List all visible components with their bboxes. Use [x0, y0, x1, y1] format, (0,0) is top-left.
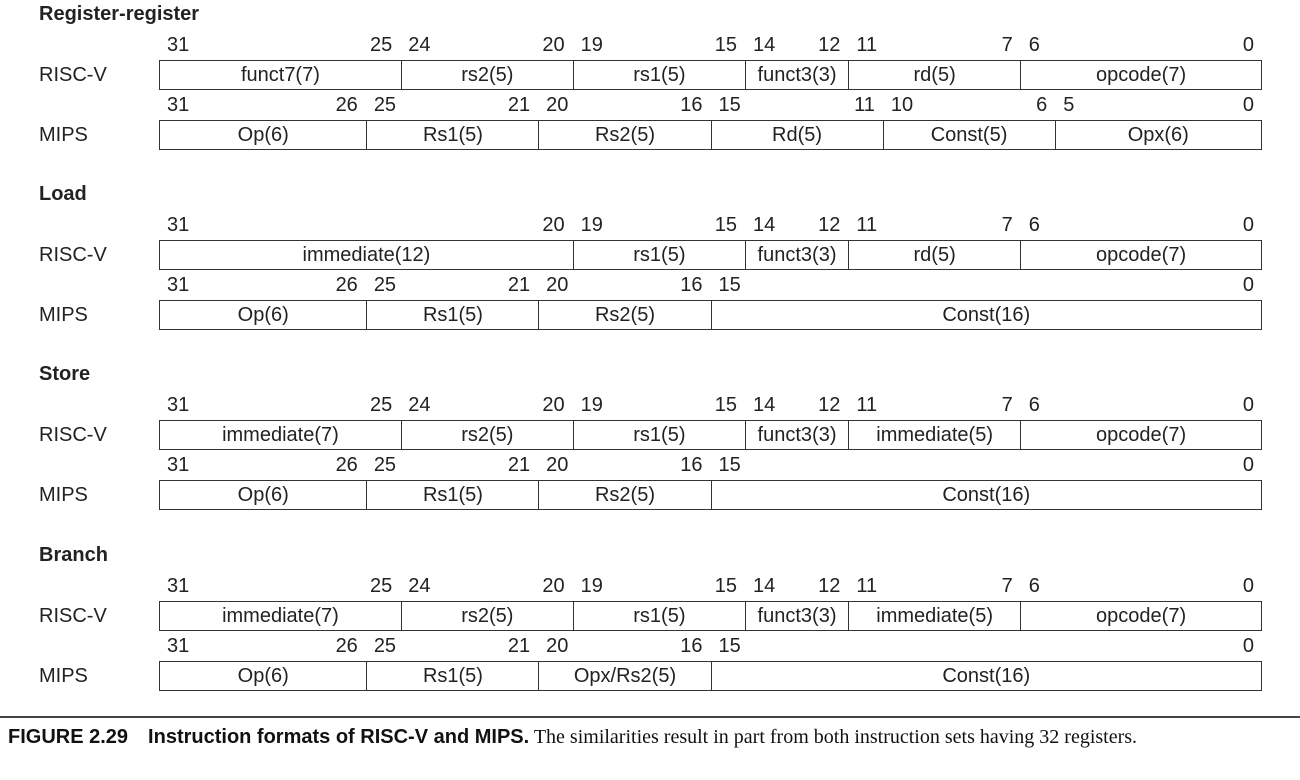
bit-number: 24 — [408, 394, 431, 416]
bit-number: 15 — [718, 454, 741, 476]
bit-number: 31 — [167, 454, 190, 476]
field-cell: Rd(5) — [711, 121, 883, 149]
bit-number: 25 — [373, 274, 397, 296]
bit-number: 0 — [1242, 214, 1254, 236]
field-cell: rs1(5) — [573, 241, 745, 269]
section-title: Register-register — [39, 3, 200, 25]
field-cell: Rs1(5) — [366, 481, 538, 509]
bit-number: 31 — [167, 214, 190, 236]
bit-number: 11 — [854, 94, 875, 116]
bit-number: 25 — [373, 94, 397, 116]
figure-title: Instruction formats of RISC-V and MIPS. — [148, 726, 530, 748]
bit-number: 31 — [167, 34, 190, 56]
bit-number: 14 — [752, 394, 776, 416]
bit-number: 6 — [1036, 94, 1048, 116]
field-cell: rs1(5) — [573, 602, 745, 630]
bit-number: 15 — [718, 274, 741, 296]
figure-caption — [8, 724, 1298, 751]
isa-label: RISC-V — [39, 424, 107, 446]
bit-numbers — [159, 94, 1262, 116]
bit-number: 0 — [1242, 94, 1254, 116]
bit-number: 0 — [1242, 34, 1254, 56]
bit-number: 21 — [507, 635, 531, 657]
isa-label: MIPS — [39, 484, 88, 506]
bit-numbers — [159, 274, 1262, 296]
instruction-format-row — [159, 661, 1262, 691]
bit-number: 11 — [856, 575, 878, 597]
field-cell: opcode(7) — [1020, 61, 1261, 89]
bit-number: 14 — [752, 214, 776, 236]
field-cell: opcode(7) — [1020, 241, 1261, 269]
section-title: Load — [39, 183, 87, 205]
bit-number: 20 — [542, 214, 565, 236]
bit-number: 16 — [680, 635, 703, 657]
field-cell: Op(6) — [237, 123, 289, 146]
section-title: Branch — [39, 544, 108, 566]
bit-number: 31 — [167, 394, 190, 416]
bit-number: 24 — [408, 575, 431, 597]
bit-number: 0 — [1242, 454, 1254, 476]
bit-number: 25 — [370, 34, 393, 56]
bit-number: 0 — [1242, 575, 1254, 597]
field-cell: Rs1(5) — [366, 301, 538, 329]
bit-number: 16 — [680, 94, 703, 116]
bit-number: 15 — [714, 34, 737, 56]
field-cell: opcode(7) — [1020, 602, 1261, 630]
bit-number: 24 — [408, 34, 431, 56]
bit-number: 31 — [167, 274, 190, 296]
instruction-format-row — [159, 300, 1262, 330]
field-cell: Rs2(5) — [538, 301, 710, 329]
bit-number: 16 — [680, 454, 703, 476]
bit-number: 0 — [1242, 394, 1254, 416]
bit-number: 20 — [542, 575, 565, 597]
field-cell: rs2(5) — [401, 61, 573, 89]
bit-number: 25 — [370, 394, 393, 416]
bit-number: 20 — [542, 394, 565, 416]
field-cell: Op(6) — [237, 664, 289, 687]
bit-number: 12 — [818, 34, 841, 56]
field-cell: rs1(5) — [573, 421, 745, 449]
bit-number: 21 — [507, 274, 531, 296]
bit-number: 21 — [507, 454, 531, 476]
field-cell: rs1(5) — [573, 61, 745, 89]
bit-numbers — [159, 214, 1262, 236]
bit-number: 10 — [890, 94, 914, 116]
bit-number: 21 — [507, 94, 531, 116]
bit-numbers — [159, 394, 1262, 416]
bit-number: 20 — [546, 94, 569, 116]
field-cell: Const(16) — [711, 481, 1262, 509]
instruction-format-row — [159, 240, 1262, 270]
isa-label: MIPS — [39, 665, 88, 687]
field-cell: rd(5) — [848, 241, 1020, 269]
bit-number: 31 — [167, 94, 190, 116]
field-cell: Const(16) — [711, 662, 1262, 690]
bit-number: 7 — [1001, 394, 1013, 416]
caption-rule — [0, 716, 1300, 718]
bit-number: 26 — [335, 274, 358, 296]
instruction-format-row — [159, 60, 1262, 90]
instruction-format-row — [159, 420, 1262, 450]
isa-label: RISC-V — [39, 605, 107, 627]
bit-number: 25 — [370, 575, 393, 597]
field-cell: Opx/Rs2(5) — [538, 662, 710, 690]
bit-number: 7 — [1001, 575, 1013, 597]
field-cell: Rs2(5) — [538, 481, 710, 509]
field-cell: Rs1(5) — [366, 662, 538, 690]
bit-number: 26 — [335, 94, 358, 116]
bit-number: 7 — [1001, 34, 1013, 56]
bit-number: 25 — [373, 635, 397, 657]
bit-number: 31 — [167, 575, 190, 597]
bit-numbers — [159, 34, 1262, 56]
field-cell: Opx(6) — [1055, 121, 1261, 149]
field-cell: rd(5) — [848, 61, 1020, 89]
bit-number: 19 — [580, 214, 603, 236]
bit-number: 15 — [714, 575, 737, 597]
bit-number: 25 — [373, 454, 397, 476]
bit-number: 20 — [542, 34, 565, 56]
bit-number: 19 — [580, 34, 603, 56]
bit-number: 7 — [1001, 214, 1013, 236]
isa-label: MIPS — [39, 124, 88, 146]
bit-number: 11 — [856, 214, 878, 236]
field-cell: immediate(5) — [848, 421, 1020, 449]
bit-number: 15 — [718, 94, 741, 116]
bit-number: 16 — [680, 274, 703, 296]
bit-number: 19 — [580, 394, 603, 416]
field-cell: Op(6) — [237, 483, 289, 506]
bit-number: 6 — [1028, 214, 1040, 236]
bit-number: 11 — [856, 394, 878, 416]
field-cell: immediate(7) — [222, 604, 339, 627]
field-cell: Const(16) — [711, 301, 1262, 329]
bit-number: 11 — [856, 34, 878, 56]
instruction-format-row — [159, 601, 1262, 631]
bit-number: 20 — [546, 274, 569, 296]
bit-number: 12 — [818, 575, 841, 597]
bit-numbers — [159, 454, 1262, 476]
bit-number: 12 — [818, 214, 841, 236]
bit-number: 6 — [1028, 394, 1040, 416]
field-cell: rs2(5) — [401, 602, 573, 630]
bit-number: 0 — [1242, 274, 1254, 296]
figure-text: The similarities result in part from both instruction sets having 32 registers. — [533, 726, 1138, 748]
bit-number: 12 — [818, 394, 841, 416]
bit-number: 14 — [752, 575, 776, 597]
bit-number: 15 — [714, 394, 737, 416]
bit-number: 15 — [714, 214, 737, 236]
bit-number: 6 — [1028, 34, 1040, 56]
instruction-format-row — [159, 480, 1262, 510]
field-cell: Const(5) — [883, 121, 1055, 149]
bit-number: 26 — [335, 635, 358, 657]
bit-number: 15 — [718, 635, 741, 657]
field-cell: funct7(7) — [240, 63, 320, 86]
field-cell: funct3(3) — [745, 61, 848, 89]
isa-label: RISC-V — [39, 244, 107, 266]
bit-numbers — [159, 575, 1262, 597]
field-cell: Rs2(5) — [538, 121, 710, 149]
field-cell: funct3(3) — [745, 421, 848, 449]
bit-number: 31 — [167, 635, 190, 657]
field-cell: Rs1(5) — [366, 121, 538, 149]
field-cell: funct3(3) — [745, 602, 848, 630]
field-cell: immediate(12) — [302, 243, 431, 266]
bit-number: 19 — [580, 575, 603, 597]
bit-number: 26 — [335, 454, 358, 476]
isa-label: RISC-V — [39, 64, 107, 86]
bit-number: 6 — [1028, 575, 1040, 597]
field-cell: immediate(5) — [848, 602, 1020, 630]
field-cell: funct3(3) — [745, 241, 848, 269]
bit-number: 20 — [546, 454, 569, 476]
bit-number: 20 — [546, 635, 569, 657]
bit-number: 14 — [752, 34, 776, 56]
section-title: Store — [39, 363, 91, 385]
field-cell: Op(6) — [237, 303, 289, 326]
isa-label: MIPS — [39, 304, 88, 326]
bit-number: 5 — [1063, 94, 1075, 116]
bit-number: 0 — [1242, 635, 1254, 657]
bit-numbers — [159, 635, 1262, 657]
field-cell: rs2(5) — [401, 421, 573, 449]
field-cell: opcode(7) — [1020, 421, 1261, 449]
field-cell: immediate(7) — [222, 423, 339, 446]
instruction-format-row — [159, 120, 1262, 150]
figure-label: FIGURE 2.29 — [8, 726, 129, 748]
